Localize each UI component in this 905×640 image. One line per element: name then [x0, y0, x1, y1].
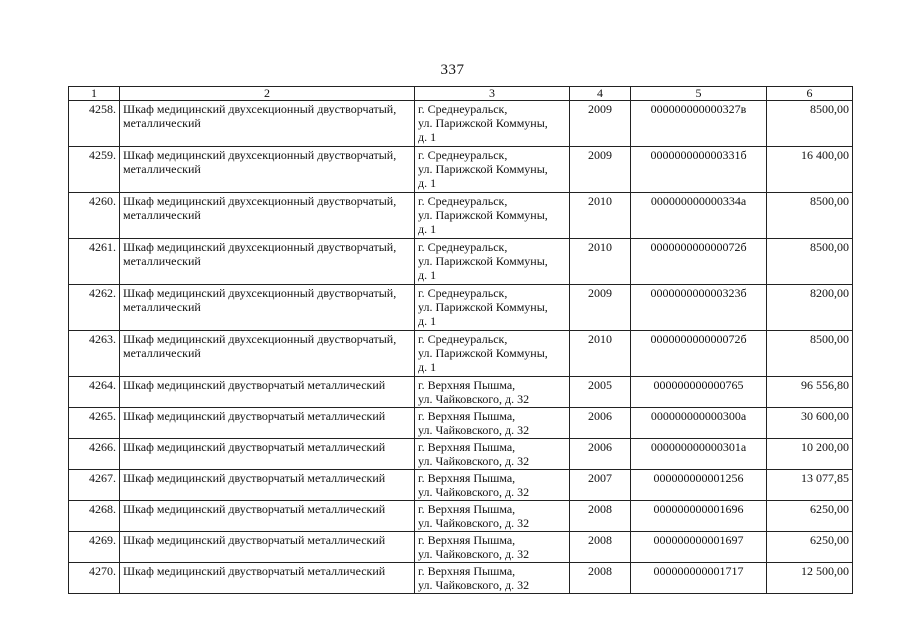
address-line: г. Среднеуральск,	[418, 332, 508, 346]
item-name-line: Шкаф медицинский двустворчатый металлический	[123, 471, 386, 485]
address-cell	[415, 532, 570, 563]
item-name-line: Шкаф медицинский двустворчатый металлический	[123, 440, 386, 454]
address-cell	[415, 285, 570, 331]
item-name-cell	[120, 285, 415, 331]
item-name-line: Шкаф медицинский двустворчатый металлический	[123, 378, 386, 392]
address-line: ул. Чайковского, д. 32	[418, 454, 530, 468]
item-name-cell	[120, 377, 415, 408]
address-line: г. Верхняя Пышма,	[418, 471, 516, 485]
address-line: ул. Парижской Коммуны,	[418, 300, 548, 314]
inventory-number-cell: 000000000000331б	[631, 147, 767, 193]
year-cell: 2008	[570, 563, 631, 594]
address-line: ул. Парижской Коммуны,	[418, 254, 548, 268]
inventory-number-cell: 000000000001256	[631, 470, 767, 501]
address-cell	[415, 439, 570, 470]
year-cell: 2005	[570, 377, 631, 408]
inventory-number-cell: 000000000000072б	[631, 239, 767, 285]
address-line: ул. Парижской Коммуны,	[418, 116, 548, 130]
column-header: 4	[570, 87, 631, 101]
year-cell: 2009	[570, 101, 631, 147]
item-name-cell	[120, 331, 415, 377]
address-cell	[415, 193, 570, 239]
row-number-cell: 4260.	[69, 193, 120, 239]
page-number: 337	[440, 62, 465, 78]
row-number-cell: 4264.	[69, 377, 120, 408]
item-name-cell	[120, 193, 415, 239]
year-cell: 2007	[570, 470, 631, 501]
address-line: ул. Чайковского, д. 32	[418, 516, 530, 530]
inventory-number-cell: 000000000000072б	[631, 331, 767, 377]
column-header: 2	[120, 87, 415, 101]
address-cell	[415, 331, 570, 377]
column-header: 3	[415, 87, 570, 101]
address-line: г. Верхняя Пышма,	[418, 502, 516, 516]
address-line: г. Верхняя Пышма,	[418, 440, 516, 454]
cost-cell: 10 200,00	[767, 439, 853, 470]
address-line: г. Среднеуральск,	[418, 102, 508, 116]
item-name-line: Шкаф медицинский двухсекционный двустворчатый,	[123, 286, 397, 300]
cost-cell: 13 077,85	[767, 470, 853, 501]
address-cell	[415, 563, 570, 594]
address-line: д. 1	[418, 314, 437, 328]
row-number-cell: 4261.	[69, 239, 120, 285]
cost-cell: 8500,00	[767, 101, 853, 147]
address-line: д. 1	[418, 130, 437, 144]
table-row	[69, 439, 853, 470]
row-number-cell: 4268.	[69, 501, 120, 532]
address-line: г. Верхняя Пышма,	[418, 533, 516, 547]
address-cell	[415, 239, 570, 285]
address-line: ул. Чайковского, д. 32	[418, 423, 530, 437]
row-number-cell: 4269.	[69, 532, 120, 563]
address-cell	[415, 408, 570, 439]
cost-cell: 16 400,00	[767, 147, 853, 193]
inventory-number-cell: 000000000000334а	[631, 193, 767, 239]
address-line: д. 1	[418, 222, 437, 236]
row-number-cell: 4267.	[69, 470, 120, 501]
cost-cell: 8200,00	[767, 285, 853, 331]
cost-cell: 6250,00	[767, 532, 853, 563]
row-number-cell: 4266.	[69, 439, 120, 470]
table-row	[69, 532, 853, 563]
year-cell: 2006	[570, 408, 631, 439]
inventory-number-cell: 000000000001696	[631, 501, 767, 532]
year-cell: 2010	[570, 193, 631, 239]
table-row	[69, 239, 853, 285]
inventory-number-cell: 000000000001697	[631, 532, 767, 563]
year-cell: 2008	[570, 532, 631, 563]
table-row	[69, 101, 853, 147]
item-name-cell	[120, 239, 415, 285]
item-name-cell	[120, 101, 415, 147]
address-line: г. Среднеуральск,	[418, 194, 508, 208]
cost-cell: 12 500,00	[767, 563, 853, 594]
address-cell	[415, 470, 570, 501]
year-cell: 2010	[570, 331, 631, 377]
table-row	[69, 193, 853, 239]
cost-cell: 30 600,00	[767, 408, 853, 439]
inventory-number-cell: 000000000000300а	[631, 408, 767, 439]
address-line: ул. Чайковского, д. 32	[418, 547, 530, 561]
address-line: ул. Парижской Коммуны,	[418, 162, 548, 176]
row-number-cell: 4270.	[69, 563, 120, 594]
inventory-number-cell: 000000000000327в	[631, 101, 767, 147]
address-line: ул. Парижской Коммуны,	[418, 208, 548, 222]
cost-cell: 8500,00	[767, 331, 853, 377]
address-cell	[415, 101, 570, 147]
cost-cell: 8500,00	[767, 239, 853, 285]
item-name-line: металлический	[123, 300, 201, 314]
address-line: д. 1	[418, 268, 437, 282]
row-number-cell: 4263.	[69, 331, 120, 377]
year-cell: 2006	[570, 439, 631, 470]
item-name-line: Шкаф медицинский двухсекционный двустворчатый,	[123, 148, 397, 162]
item-name-cell	[120, 470, 415, 501]
item-name-line: металлический	[123, 208, 201, 222]
row-number-cell: 4262.	[69, 285, 120, 331]
table-row	[69, 147, 853, 193]
column-header: 5	[631, 87, 767, 101]
item-name-cell	[120, 501, 415, 532]
item-name-line: Шкаф медицинский двустворчатый металлический	[123, 533, 386, 547]
item-name-line: Шкаф медицинский двустворчатый металлический	[123, 502, 386, 516]
item-name-line: Шкаф медицинский двухсекционный двустворчатый,	[123, 102, 397, 116]
year-cell: 2009	[570, 147, 631, 193]
address-line: г. Среднеуральск,	[418, 148, 508, 162]
address-line: г. Верхняя Пышма,	[418, 378, 516, 392]
address-cell	[415, 147, 570, 193]
item-name-line: Шкаф медицинский двустворчатый металлический	[123, 409, 386, 423]
column-header: 6	[767, 87, 853, 101]
year-cell: 2009	[570, 285, 631, 331]
item-name-line: Шкаф медицинский двухсекционный двустворчатый,	[123, 332, 397, 346]
address-line: ул. Чайковского, д. 32	[418, 578, 530, 592]
table-row	[69, 470, 853, 501]
table-row	[69, 377, 853, 408]
item-name-cell	[120, 563, 415, 594]
inventory-number-cell: 000000000000765	[631, 377, 767, 408]
address-line: г. Среднеуральск,	[418, 240, 508, 254]
item-name-cell	[120, 439, 415, 470]
address-line: г. Среднеуральск,	[418, 286, 508, 300]
cost-cell: 96 556,80	[767, 377, 853, 408]
address-line: ул. Чайковского, д. 32	[418, 485, 530, 499]
table-header-row	[69, 87, 853, 101]
item-name-cell	[120, 147, 415, 193]
item-name-line: металлический	[123, 162, 201, 176]
inventory-number-cell: 000000000000323б	[631, 285, 767, 331]
address-line: ул. Чайковского, д. 32	[418, 392, 530, 406]
year-cell: 2010	[570, 239, 631, 285]
inventory-number-cell: 000000000001717	[631, 563, 767, 594]
address-line: г. Верхняя Пышма,	[418, 564, 516, 578]
address-cell	[415, 377, 570, 408]
address-line: г. Верхняя Пышма,	[418, 409, 516, 423]
address-line: ул. Парижской Коммуны,	[418, 346, 548, 360]
item-name-line: Шкаф медицинский двустворчатый металлический	[123, 564, 386, 578]
row-number-cell: 4259.	[69, 147, 120, 193]
table-row	[69, 501, 853, 532]
item-name-line: металлический	[123, 254, 201, 268]
item-name-line: Шкаф медицинский двухсекционный двустворчатый,	[123, 240, 397, 254]
column-header: 1	[69, 87, 120, 101]
table-row	[69, 285, 853, 331]
item-name-line: металлический	[123, 346, 201, 360]
inventory-number-cell: 000000000000301а	[631, 439, 767, 470]
item-name-cell	[120, 408, 415, 439]
table-body	[69, 101, 853, 594]
year-cell: 2008	[570, 501, 631, 532]
table-row	[69, 563, 853, 594]
item-name-line: Шкаф медицинский двухсекционный двустворчатый,	[123, 194, 397, 208]
row-number-cell: 4265.	[69, 408, 120, 439]
cost-cell: 6250,00	[767, 501, 853, 532]
property-registry-table	[68, 86, 853, 594]
row-number-cell: 4258.	[69, 101, 120, 147]
table-row	[69, 331, 853, 377]
address-cell	[415, 501, 570, 532]
item-name-cell	[120, 532, 415, 563]
item-name-line: металлический	[123, 116, 201, 130]
address-line: д. 1	[418, 176, 437, 190]
table-row	[69, 408, 853, 439]
cost-cell: 8500,00	[767, 193, 853, 239]
address-line: д. 1	[418, 360, 437, 374]
